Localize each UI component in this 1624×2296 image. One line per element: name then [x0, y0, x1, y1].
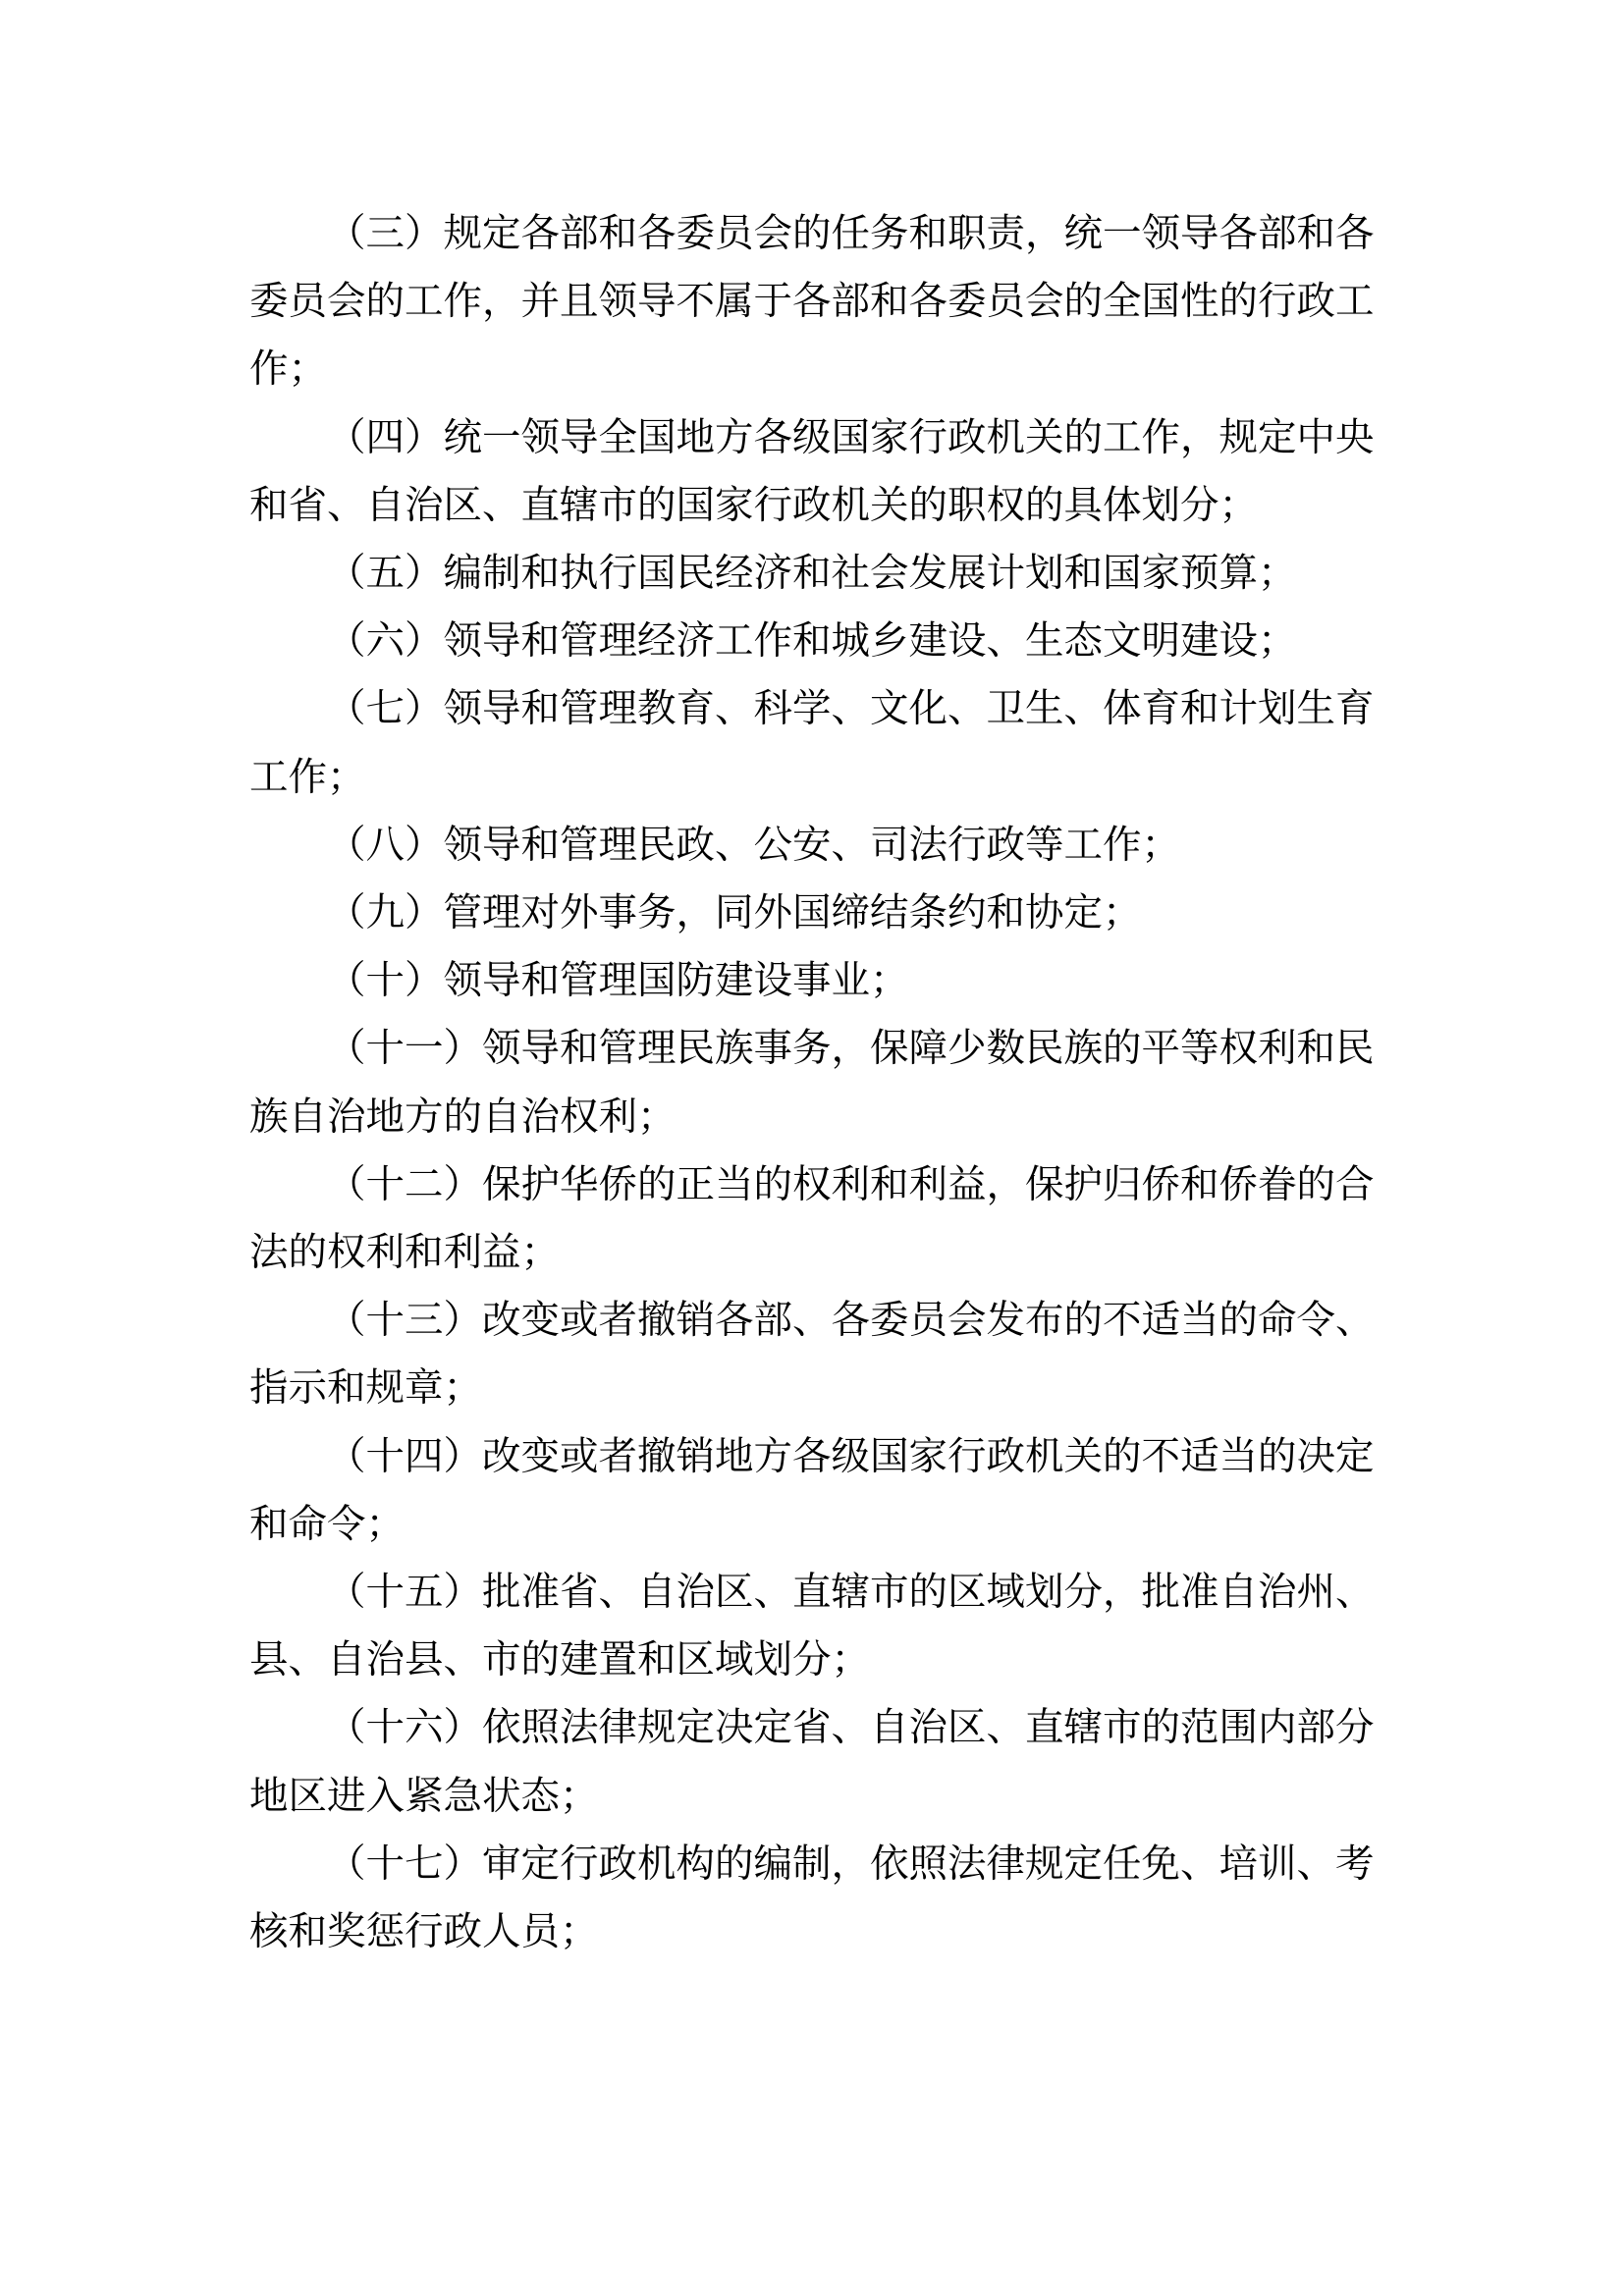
document-text-block: [249, 200, 1377, 1966]
paragraph-item-11: （十一）领导和管理民族事务，保障少数民族的平等权利和民族自治地方的自治权利；: [249, 1027, 1375, 1139]
paragraph-item-10: （十）领导和管理国防建设事业；: [327, 959, 909, 1003]
paragraph-item-14: （十四）改变或者撤销地方各级国家行政机关的不适当的决定和命令；: [249, 1434, 1375, 1546]
paragraph-item-12: （十二）保护华侨的正当的权利和利益，保护归侨和侨眷的合法的权利和利益；: [249, 1162, 1375, 1275]
paragraph-item-4: （四）统一领导全国地方各级国家行政机关的工作，规定中央和省、自治区、直辖市的国家行政机关的职权的具体划分；: [249, 415, 1375, 527]
paragraph-item-6: （六）领导和管理经济工作和城乡建设、生态文明建设；: [327, 619, 1297, 664]
paragraph-item-13: （十三）改变或者撤销各部、各委员会发布的不适当的命令、指示和规章；: [249, 1299, 1375, 1411]
paragraph-item-9: （九）管理对外事务，同外国缔结条约和协定；: [327, 891, 1142, 935]
paragraph-item-16: （十六）依照法律规定决定省、自治区、直辖市的范围内部分地区进入紧急状态；: [249, 1706, 1375, 1818]
paragraph-item-15: （十五）批准省、自治区、直辖市的区域划分，批准自治州、县、自治县、市的建置和区域划分；: [249, 1571, 1375, 1682]
paragraph-item-5: （五）编制和执行国民经济和社会发展计划和国家预算；: [327, 552, 1297, 596]
paragraph-item-8: （八）领导和管理民政、公安、司法行政等工作；: [327, 823, 1180, 867]
paragraph-item-3: （三）规定各部和各委员会的任务和职责，统一领导各部和各委员会的工作，并且领导不属于各部和各委员会的全国性的行政工作；: [249, 212, 1375, 392]
paragraph-item-17: （十七）审定行政机构的编制，依照法律规定任免、培训、考核和奖惩行政人员；: [249, 1842, 1375, 1954]
paragraph-item-7: （七）领导和管理教育、科学、文化、卫生、体育和计划生育工作；: [249, 687, 1375, 799]
